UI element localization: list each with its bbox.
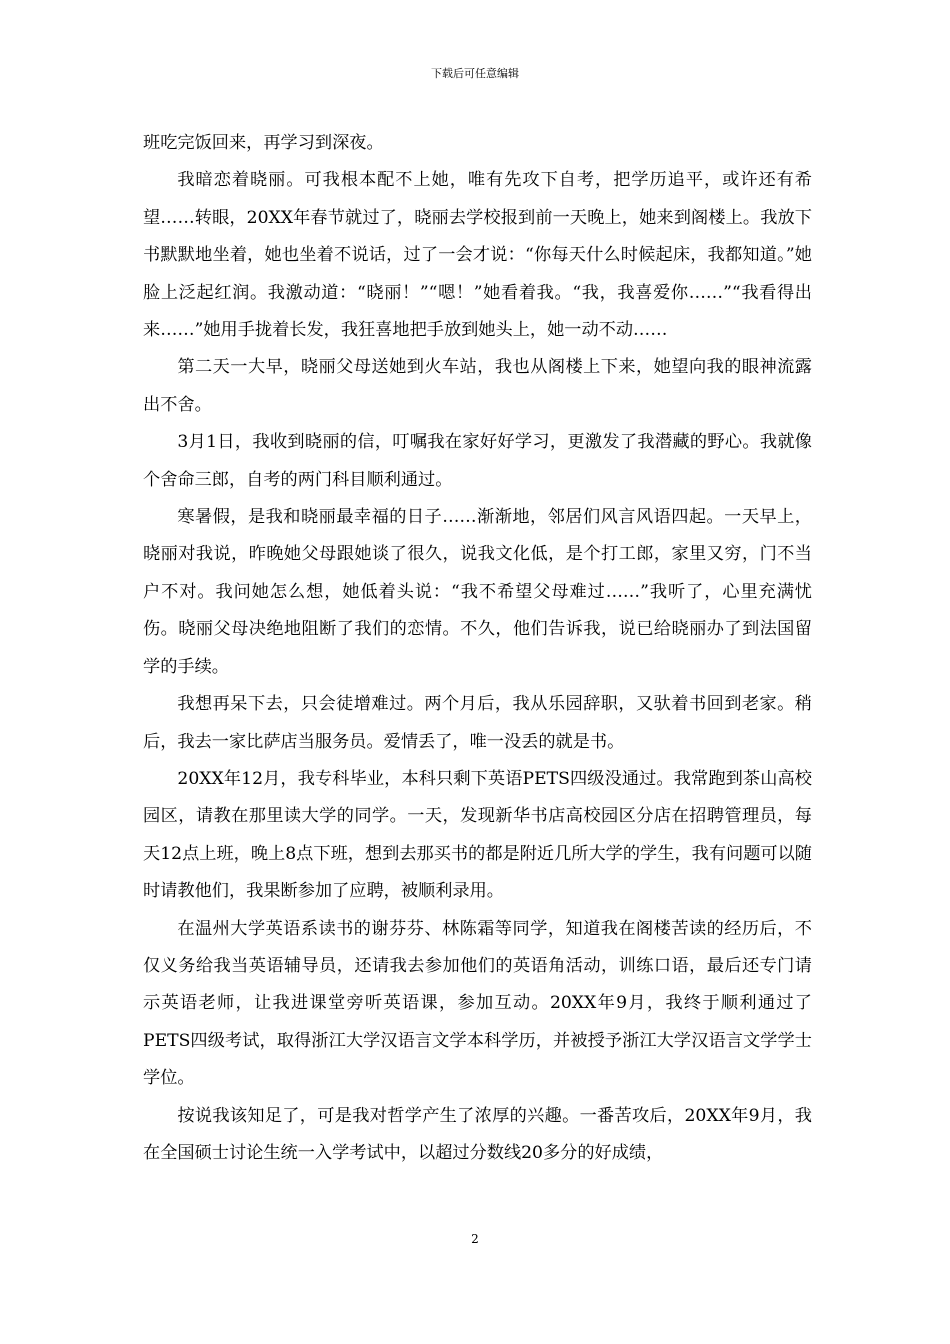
- paragraph: 在温州大学英语系读书的谢芬芬、林陈霜等同学，知道我在阁楼苦读的经历后，不仅义务给我当英语辅导员，还请我去参加他们的英语角活动，训练口语，最后还专门请示英语老师，让我进课堂旁听英语课，参加互动。20XX年9月，我终于顺利通过了PETS四级考试，取得浙江大学汉语言文学本科学历，并被授予浙江大学汉语言文学学士学位。: [143, 918, 812, 1089]
- paragraph: 3月1日，我收到晓丽的信，叮嘱我在家好好学习，更激发了我潜藏的野心。我就像个舍命三郎，自考的两门科目顺利通过。: [143, 432, 812, 490]
- page-number: 2: [471, 1232, 479, 1246]
- paragraph: 第二天一大早，晓丽父母送她到火车站，我也从阁楼上下来，她望向我的眼神流露出不舍。: [143, 357, 812, 415]
- paragraph: 班吃完饭回来，再学习到深夜。: [143, 133, 384, 153]
- paragraph: 我暗恋着晓丽。可我根本配不上她，唯有先攻下自考，把学历追平，或许还有希望……转眼，20XX年春节就过了，晓丽去学校报到前一天晚上，她来到阁楼上。我放下书默默地坐着，她也坐着不说话，过了一会才说：“你每天什么时候起床，我都知道。”她脸上泛起红润。我激动道：“晓丽！”“嗯！”她看着我。“我，我喜爱你……”“我看得出来……”她用手拢着长发，我狂喜地把手放到她头上，她一动不动……: [143, 170, 812, 341]
- paragraph: 按说我该知足了，可是我对哲学产生了浓厚的兴趣。一番苦攻后，20XX年9月，我在全国硕士讨论生统一入学考试中，以超过分数线20多分的好成绩，: [143, 1105, 812, 1163]
- page-header: 下载后可任意编辑: [431, 67, 519, 80]
- body-text: [143, 125, 812, 1172]
- paragraph: 20XX年12月，我专科毕业，本科只剩下英语PETS四级没通过。我常跑到茶山高校园区，请教在那里读大学的同学。一天，发现新华书店高校园区分店在招聘管理员，每天12点上班，晚上8点下班，想到去那买书的都是附近几所大学的学生，我有问题可以随时请教他们，我果断参加了应聘，被顺利录用。: [143, 768, 812, 902]
- paragraph: 寒暑假，是我和晓丽最幸福的日子……渐渐地，邻居们风言风语四起。一天早上，晓丽对我说，昨晚她父母跟她谈了很久，说我文化低，是个打工郎，家里又穷，门不当户不对。我问她怎么想，她低着头说：“我不希望父母难过……”我听了，心里充满忧伤。晓丽父母决绝地阻断了我们的恋情。不久，他们告诉我，说已给晓丽办了到法国留学的手续。: [143, 507, 812, 677]
- paragraph: 我想再呆下去，只会徒增难过。两个月后，我从乐园辞职，又驮着书回到老家。稍后，我去一家比萨店当服务员。爱情丢了，唯一没丢的就是书。: [143, 694, 812, 752]
